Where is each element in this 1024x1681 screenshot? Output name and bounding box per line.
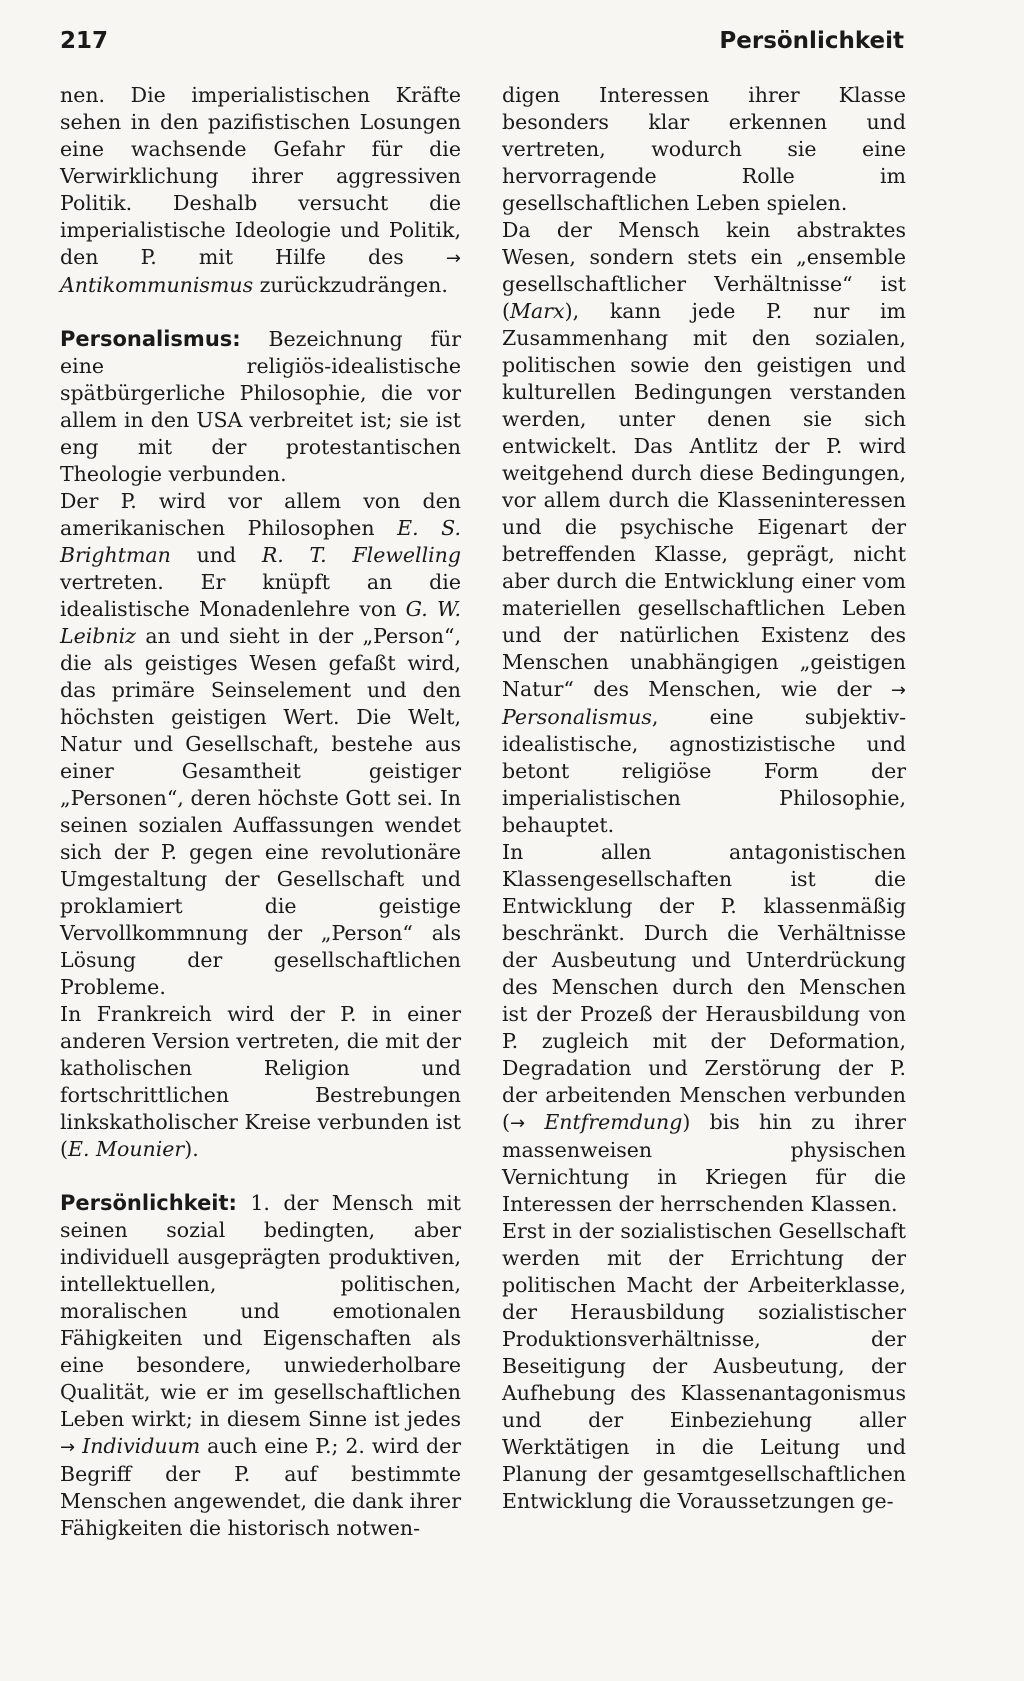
text: und	[170, 543, 262, 567]
page-number: 217	[60, 28, 109, 54]
person-name: G. W. Leibniz	[60, 597, 461, 648]
entry-persoenlichkeit	[60, 1190, 461, 1542]
paragraph	[502, 217, 906, 839]
text: In Frankreich wird der P. in einer anderen Version vertreten, die mit der katholischen Religion und fortschrittlichen Bestrebungen linkskatholischer Kreise verbunden ist (	[60, 1002, 461, 1161]
text: , eine subjektiv-idealistische, agnostizistische und betont religiöse Form der imperialistischen Philosophie, behauptet.	[502, 705, 906, 837]
person-name: E. S. Brightman	[60, 516, 461, 567]
text: auch eine P.; 2. wird der Begriff der P. auf bestimmte Menschen angewendet, die dank ihrer Fähigkeiten die historisch notwen-	[60, 1434, 461, 1540]
entry-personalismus	[60, 326, 461, 488]
entry-definition: 1. der Mensch mit seinen sozial bedingten, aber individuell ausgeprägten produktiven, intellektuellen, politischen, moralischen und emotionalen Fähigkeiten und Eigenschaften als eine besondere, unwiederholbare Qualität, wie er im gesellschaftlichen Leben wirkt; in diesem Sinne ist jedes	[60, 1191, 461, 1431]
text: ), kann jede P. nur im Zusammenhang mit den sozialen, politischen sowie den geistigen und kulturellen Bedingungen verstanden werden, unter denen sie sich entwickelt. Das Antlitz der P. wird weitgehend durch diese Bedingungen, vor allem durch die Klasseninteressen und die psychische Eigenart der betreffenden Klasse, geprägt, nicht aber durch die Entwicklung einer vom materiellen gesellschaftlichen Leben und der natürlichen Existenz des Menschen unabhängigen „geistigen Natur“ des Menschen, wie der	[502, 299, 906, 701]
text: In allen antagonistischen Klassengesellschaften ist die Entwicklung der P. klassenmäßig beschränkt. Durch die Verhältnisse der Ausbeutung und Unterdrückung des Menschen durch den Menschen ist der Prozeß der Herausbildung von P. zugleich mit der Deformation, Degradation und Zerstörung der P. der arbeitenden Menschen verbunden (	[502, 840, 906, 1134]
page-header	[60, 22, 904, 62]
entry-definition: Bezeichnung für eine religiös-idealistische spätbürgerliche Philosophie, die vor allem in den USA verbreitet ist; sie ist eng mit der protestantischen Theologie verbunden.	[60, 327, 461, 486]
paragraph	[60, 1001, 461, 1163]
person-name: E. Mounier	[68, 1137, 185, 1161]
cross-reference-arrow-icon: →	[445, 248, 461, 269]
paragraph: digen Interessen ihrer Klasse besonders klar erkennen und vertreten, wodurch sie eine hervorragende Rolle im gesellschaftlichen Leben spielen.	[502, 83, 906, 215]
paragraph: Erst in der sozialistischen Gesellschaft werden mit der Errichtung der politischen Macht der Arbeiterklasse, der Herausbildung sozialistischer Produktionsverhältnisse, der Beseitigung der Ausbeutung, der Aufhebung des Klassenantagonismus und der Einbeziehung aller Werktätigen in die Leitung und Planung der gesamtgesellschaftlichen Entwicklung die Voraussetzungen ge-	[502, 1219, 906, 1513]
text: Da der Mensch kein abstraktes Wesen, sondern stets ein „ensemble gesellschaftlicher Verhältnisse“ ist (	[502, 218, 906, 323]
left-column	[60, 82, 461, 1542]
cross-reference-arrow-icon: →	[510, 1113, 526, 1134]
cross-reference-link[interactable]: Individuum	[75, 1434, 201, 1458]
right-column	[502, 82, 906, 1515]
text: ).	[184, 1137, 199, 1161]
cross-reference-link[interactable]: Antikommunismus	[60, 273, 254, 297]
cross-reference-link[interactable]: Entfremdung	[525, 1110, 683, 1134]
text: Der P. wird vor allem von den amerikanischen Philosophen	[60, 489, 461, 540]
running-head: Persönlichkeit	[719, 28, 904, 54]
entry-term: Personalismus:	[60, 327, 241, 351]
entry-term: Persönlichkeit:	[60, 1191, 237, 1215]
text: vertreten. Er knüpft an die idealistische Monadenlehre von	[60, 570, 461, 621]
text: nen. Die imperialistischen Kräfte sehen in den pazifistischen Losungen eine wachsende Gefahr für die Verwirklichung ihrer aggressiven Politik. Deshalb versucht die imperialistische Ideologie und Politik, den P. mit Hilfe des	[60, 83, 461, 269]
cross-reference-arrow-icon: →	[890, 680, 906, 701]
person-name: Marx	[510, 299, 565, 323]
person-name: R. T. Flewelling	[261, 543, 462, 567]
paragraph	[60, 488, 461, 1001]
text: zurückzudrängen.	[253, 273, 448, 297]
paragraph	[502, 839, 906, 1218]
cross-reference-link[interactable]: Personalismus	[502, 705, 652, 729]
text: an und sieht in der „Person“, die als geistiges Wesen gefaßt wird, das primäre Seinselement und den höchsten geistigen Wert. Die Welt, Natur und Gesellschaft, bestehe aus einer Gesamtheit geistiger „Personen“, deren höchste Gott sei. In seinen sozialen Auffassungen wendet sich der P. gegen eine revolutionäre Umgestaltung der Gesellschaft und proklamiert die geistige Vervollkommnung der „Person“ als Lösung der gesellschaftlichen Probleme.	[60, 624, 461, 999]
paragraph-pazifismus-end	[60, 82, 461, 299]
cross-reference-arrow-icon: →	[60, 1437, 76, 1458]
text: ) bis hin zu ihrer massenweisen physischen Vernichtung in Kriegen für die Interessen der herrschenden Klassen.	[502, 1110, 907, 1216]
